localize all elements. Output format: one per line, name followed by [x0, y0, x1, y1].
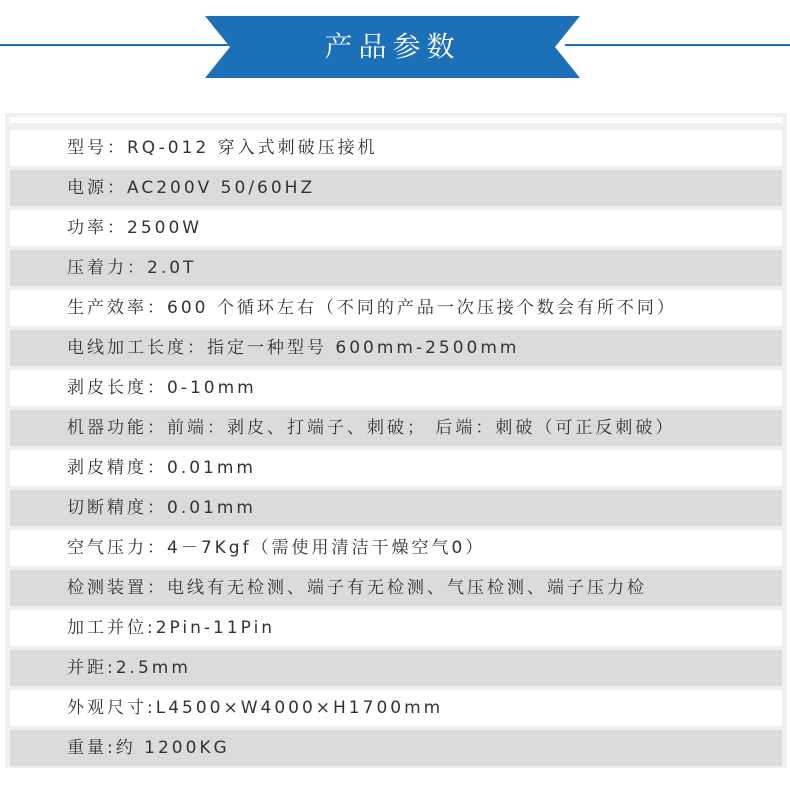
spec-row-strip-precision: 剥皮精度：0.01mm	[10, 450, 782, 486]
spec-row-wire-length: 电线加工长度：指定一种型号 600mm-2500mm	[10, 330, 782, 366]
spec-row-power: 功率：2500W	[10, 210, 782, 246]
header-divider-left	[0, 44, 230, 46]
spec-table	[5, 113, 787, 768]
spec-row-efficiency: 生产效率：600 个循环左右（不同的产品一次压接个数会有所不同）	[10, 290, 782, 326]
spec-row-model: 型号：RQ-012 穿入式刺破压接机	[10, 130, 782, 166]
spec-row-power-supply: 电源：AC200V 50/60HZ	[10, 170, 782, 206]
spec-row-strip-length: 剥皮长度：0-10mm	[10, 370, 782, 406]
spec-row-cut-precision: 切断精度：0.01mm	[10, 490, 782, 526]
spec-row-functions: 机器功能：前端：剥皮、打端子、刺破； 后端：刺破（可正反刺破）	[10, 410, 782, 446]
page-title: 产品参数	[324, 30, 461, 63]
spec-row-dimensions: 外观尺寸:L4500×W4000×H1700mm	[10, 690, 782, 726]
spec-row-weight: 重量:约 1200KG	[10, 730, 782, 766]
section-header	[0, 0, 790, 100]
spec-row-detection: 检测装置：电线有无检测、端子有无检测、气压检测、端子压力检	[10, 570, 782, 606]
table-top-bar	[10, 117, 782, 123]
spec-row-air-pressure: 空气压力：4－7Kgf（需使用清洁干燥空气0）	[10, 530, 782, 566]
spec-row-pin-range: 加工并位:2Pin-11Pin	[10, 610, 782, 646]
spec-row-crimp-force: 压着力：2.0T	[10, 250, 782, 286]
spec-row-pitch: 并距:2.5mm	[10, 650, 782, 686]
header-divider-right	[565, 44, 790, 46]
title-banner	[205, 16, 580, 78]
